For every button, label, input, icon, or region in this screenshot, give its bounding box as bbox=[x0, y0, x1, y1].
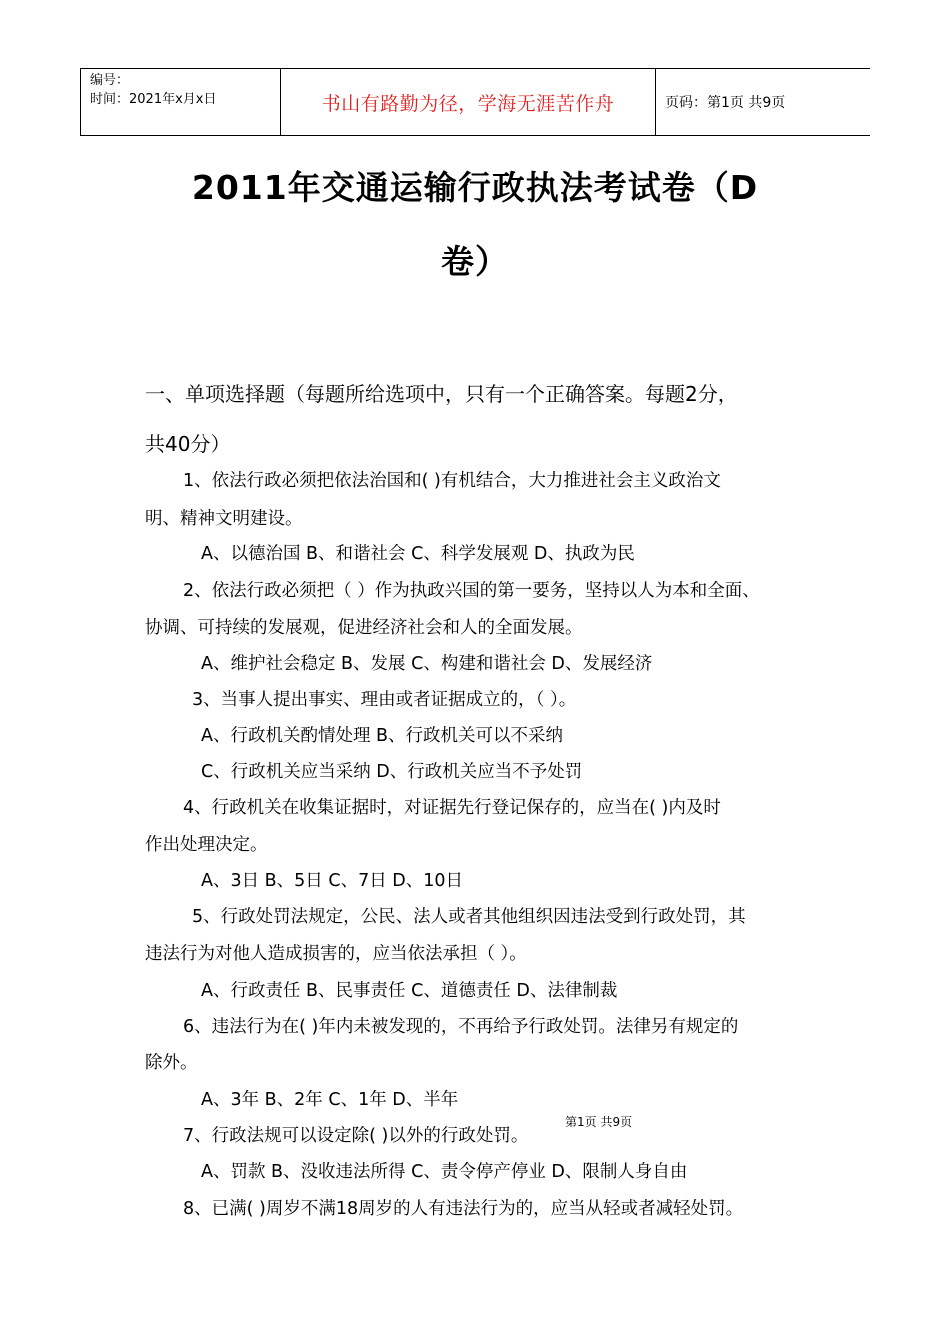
header-page-cell bbox=[655, 69, 870, 135]
header-motto-cell bbox=[281, 69, 656, 135]
question-5: 5、行政处罚法规定，公民、法人或者其他组织因违法受到行政处罚，其 bbox=[192, 907, 746, 927]
header-info-cell bbox=[81, 69, 281, 135]
question-2: 2、依法行政必须把（ ）作为执政兴国的第一要务，坚持以人为本和全面、 bbox=[183, 581, 760, 601]
question-4-options: A、3日 B、5日 C、7日 D、10日 bbox=[201, 871, 464, 891]
page-title-line1: 2011年交通运输行政执法考试卷（D bbox=[191, 168, 759, 207]
question-2-options: A、维护社会稳定 B、发展 C、构建和谐社会 D、发展经济 bbox=[201, 654, 653, 674]
question-7: 7、行政法规可以设定除( )以外的行政处罚。 bbox=[183, 1126, 529, 1146]
question-6-cont: 除外。 bbox=[145, 1053, 198, 1073]
header-table bbox=[80, 68, 870, 136]
page-footer: 第1页 共9页 bbox=[565, 1115, 633, 1129]
number-label: 编号： bbox=[90, 73, 130, 88]
motto-text: 书山有路勤为径，学海无涯苦作舟 bbox=[321, 92, 615, 115]
section-heading: 一、单项选择题（每题所给选项中，只有一个正确答案。每题2分， bbox=[145, 382, 738, 406]
question-7-options: A、罚款 B、没收违法所得 C、责令停产停业 D、限制人身自由 bbox=[201, 1162, 688, 1182]
question-4-cont: 作出处理决定。 bbox=[145, 835, 268, 855]
section-heading-cont: 共40分） bbox=[145, 432, 231, 456]
question-6-options: A、3年 B、2年 C、1年 D、半年 bbox=[201, 1090, 459, 1110]
question-1-cont: 明、精神文明建设。 bbox=[145, 509, 303, 529]
question-1-options: A、以德治国 B、和谐社会 C、科学发展观 D、执政为民 bbox=[201, 544, 635, 564]
question-8: 8、已满( )周岁不满18周岁的人有违法行为的，应当从轻或者减轻处罚。 bbox=[183, 1199, 744, 1219]
date-label: 时间：2021年x月x日 bbox=[90, 92, 217, 107]
question-1: 1、依法行政必须把依法治国和( )有机结合，大力推进社会主义政治文 bbox=[183, 471, 721, 491]
question-3-options-cd: C、行政机关应当采纳 D、行政机关应当不予处罚 bbox=[201, 762, 583, 782]
question-5-cont: 违法行为对他人造成损害的，应当依法承担（ ）。 bbox=[145, 944, 527, 964]
question-4: 4、行政机关在收集证据时，对证据先行登记保存的，应当在( )内及时 bbox=[183, 798, 721, 818]
question-3-options-ab: A、行政机关酌情处理 B、行政机关可以不采纳 bbox=[201, 726, 564, 746]
page-title-line2: 卷） bbox=[441, 242, 509, 281]
question-3: 3、当事人提出事实、理由或者证据成立的，（ ）。 bbox=[192, 690, 577, 710]
page-info: 页码：第1页 共9页 bbox=[665, 95, 786, 111]
question-2-cont: 协调、可持续的发展观，促进经济社会和人的全面发展。 bbox=[145, 618, 583, 638]
question-6: 6、违法行为在( )年内未被发现的，不再给予行政处罚。法律另有规定的 bbox=[183, 1017, 739, 1037]
question-5-options: A、行政责任 B、民事责任 C、道德责任 D、法律制裁 bbox=[201, 981, 618, 1001]
